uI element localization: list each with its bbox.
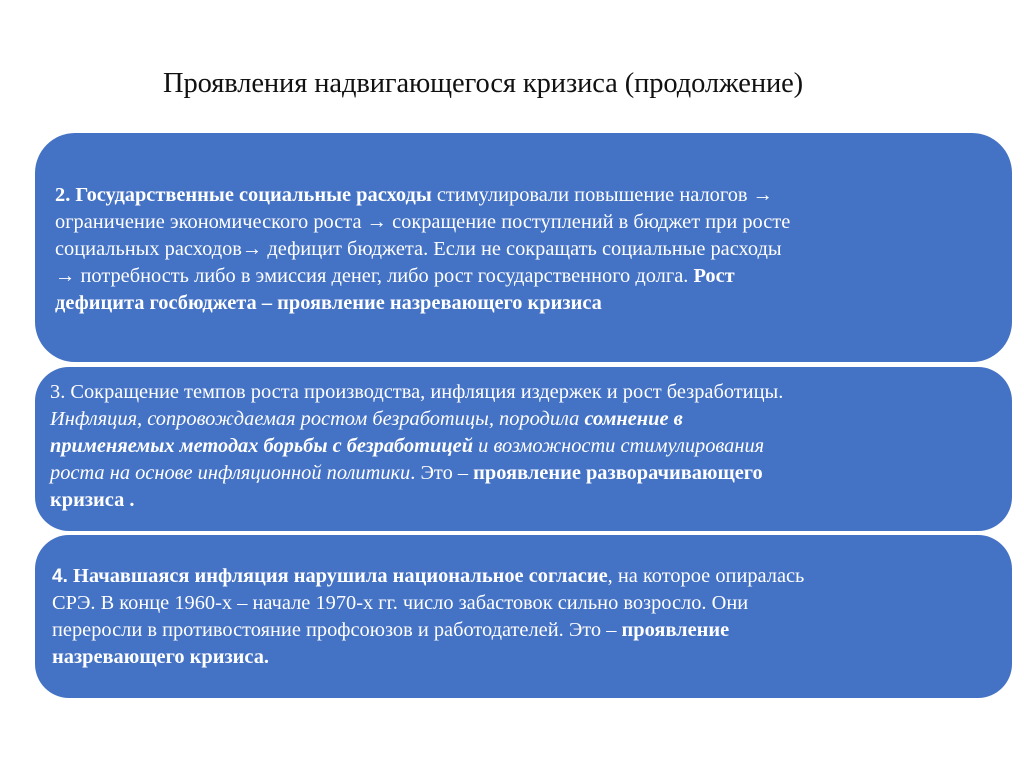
text-line	[50, 433, 1000, 460]
text-line	[50, 487, 1000, 514]
text-line	[52, 590, 1002, 617]
text-bold: Рост	[693, 265, 735, 287]
item-number: 4.	[52, 566, 68, 587]
text-normal: переросли в противостояние профсоюзов и работодателей. Это –	[52, 619, 622, 641]
text-bold: проявление разворачивающего	[473, 462, 763, 484]
text-line	[52, 617, 1002, 644]
text-bold-italic: сомнение в	[584, 408, 683, 430]
box-text	[55, 182, 1005, 317]
text-bold: Начавшаяся инфляция нарушила национальное согласие	[67, 565, 608, 587]
text-line	[52, 644, 1002, 671]
text-normal: . Это –	[410, 462, 474, 484]
text-bold-italic: применяемых методах борьбы с безработицей	[50, 435, 474, 457]
text-normal: ограничение экономического роста → сокращение поступлений в бюджет при росте	[55, 211, 791, 233]
text-normal: 3. Сокращение темпов роста производства, инфляция издержек и рост безработицы.	[50, 381, 784, 403]
text-bold: проявление	[621, 619, 730, 641]
text-line	[50, 460, 1000, 487]
content-box-production-slowdown	[35, 367, 1012, 531]
text-line	[55, 209, 1005, 236]
text-line	[55, 182, 1005, 209]
text-italic: Инфляция, сопровождаемая ростом безработицы, породила	[50, 408, 585, 430]
text-normal: СРЭ. В конце 1960-х – начале 1970-х гг. число забастовок сильно возросло. Они	[52, 592, 749, 614]
text-line	[55, 263, 1005, 290]
box-text	[52, 563, 1002, 671]
slide-title: Проявления надвигающегося кризиса (продолжение)	[163, 68, 804, 99]
content-box-state-social-spending	[35, 133, 1012, 362]
content-box-inflation-consensus	[35, 535, 1012, 698]
text-italic: и возможности стимулирования	[473, 435, 765, 457]
text-bold: дефицита госбюджета – проявление назревающего кризиса	[55, 292, 602, 314]
text-line	[52, 563, 1002, 590]
text-line	[50, 379, 1000, 406]
text-normal: стимулировали повышение налогов →	[431, 184, 774, 206]
box-text	[50, 379, 1000, 514]
text-normal: , на которое опиралась	[607, 565, 805, 587]
text-normal: социальных расходов→ дефицит бюджета. Если не сокращать социальные расходы	[55, 238, 782, 260]
text-italic: роста на основе инфляционной политики	[50, 462, 411, 484]
text-bold: назревающего кризиса.	[52, 646, 269, 668]
text-bold: кризиса .	[50, 489, 135, 511]
text-line	[55, 236, 1005, 263]
text-line	[50, 406, 1000, 433]
text-normal: → потребность либо в эмиссия денег, либо рост государственного долга.	[55, 265, 694, 287]
text-line	[55, 290, 1005, 317]
text-bold: 2. Государственные социальные расходы	[55, 184, 432, 206]
